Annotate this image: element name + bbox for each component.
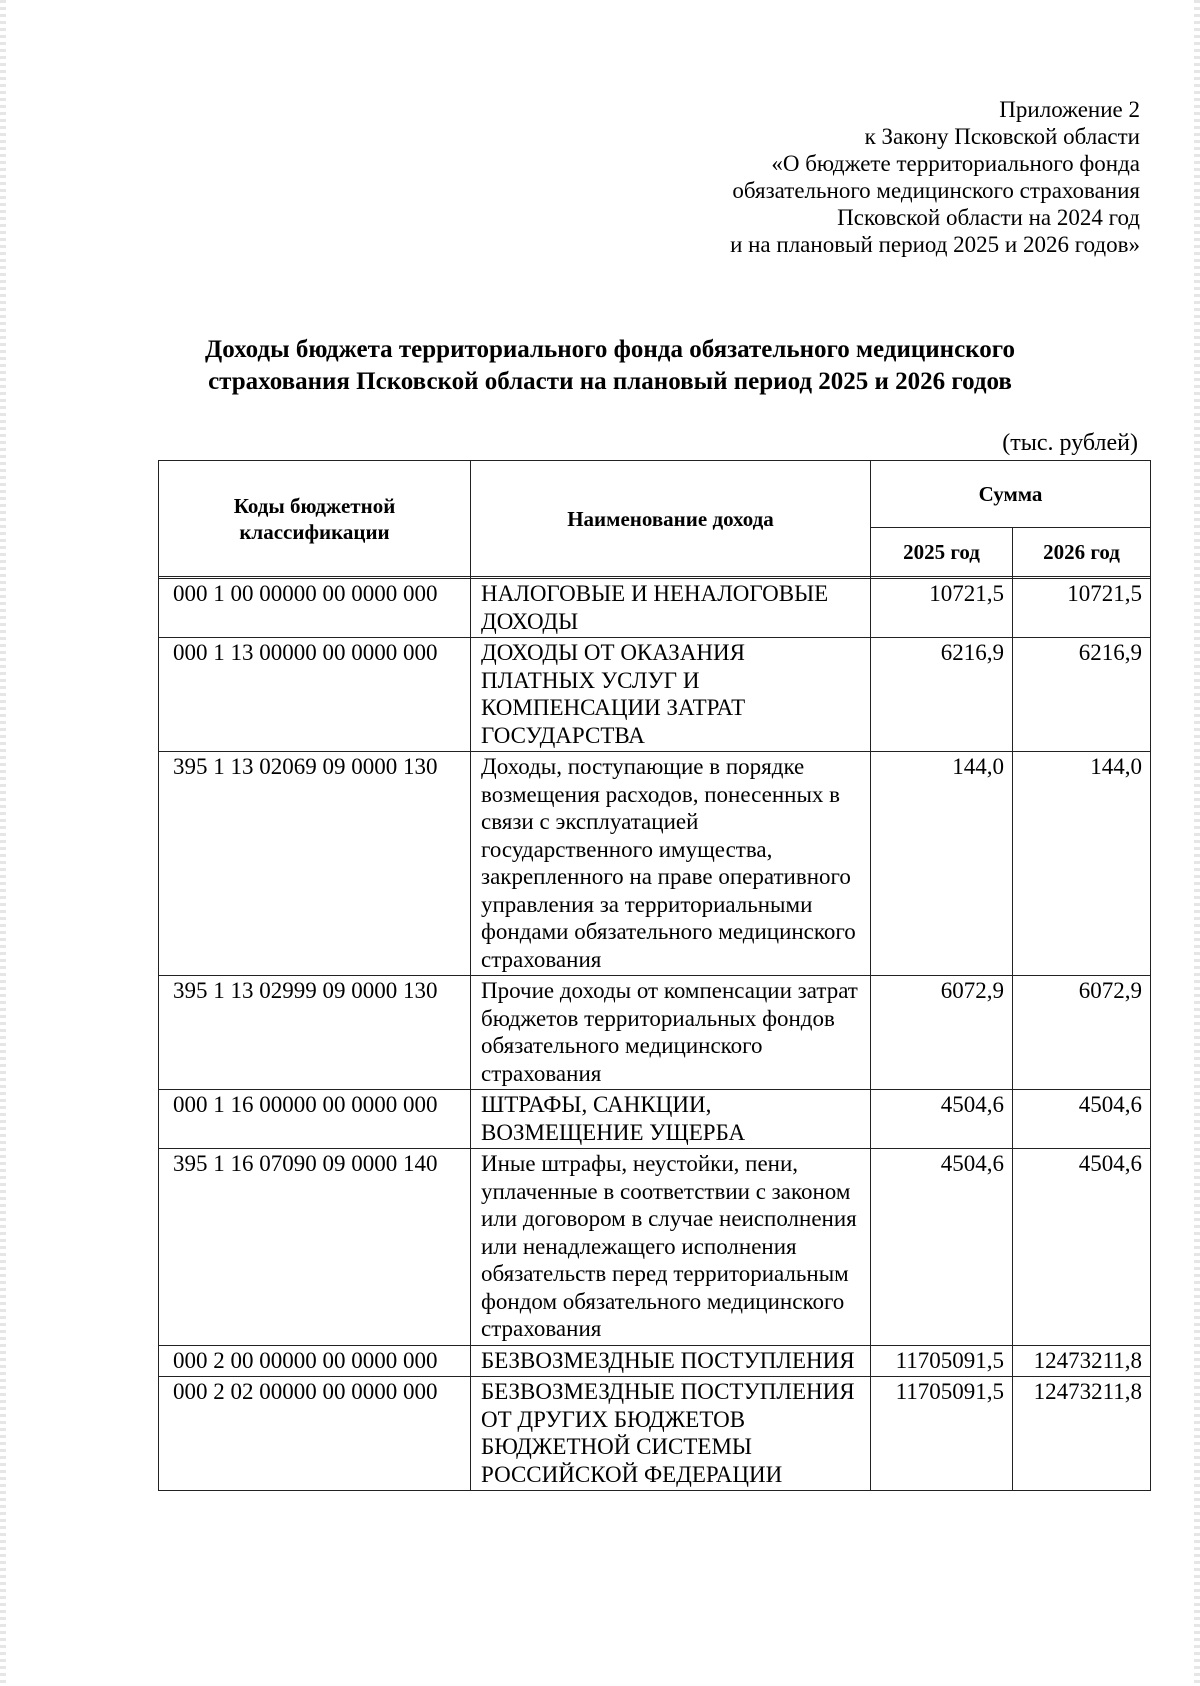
table-row <box>159 752 1151 976</box>
table-row <box>159 579 1151 638</box>
unit-label: (тыс. рублей) <box>1002 430 1138 456</box>
row-2026: 10721,5 <box>1013 579 1151 638</box>
row-code: 000 1 16 00000 00 0000 000 <box>159 1090 471 1149</box>
row-name: Доходы, поступающие в порядке возмещения расходов, понесенных в связи с эксплуатацией государственного имущества, закрепленного на праве оперативного управления за территориальными фондами обязательного медицинского страхования <box>471 752 871 976</box>
title-line-1: Доходы бюджета территориального фонда обязательного медицинского <box>205 336 1015 363</box>
row-code: 395 1 16 07090 09 0000 140 <box>159 1149 471 1346</box>
appendix-line: «О бюджете территориального фонда <box>771 151 1140 176</box>
row-2026: 6216,9 <box>1013 638 1151 752</box>
row-code: 000 1 00 00000 00 0000 000 <box>159 579 471 638</box>
appendix-line: к Закону Псковской области <box>864 124 1140 149</box>
row-2025: 11705091,5 <box>871 1345 1013 1377</box>
table-row <box>159 1090 1151 1149</box>
appendix-line: обязательного медицинского страхования <box>732 178 1140 203</box>
scan-edge-left <box>0 0 6 1686</box>
row-2026: 4504,6 <box>1013 1149 1151 1346</box>
document-title <box>150 334 1070 398</box>
row-code: 000 2 00 00000 00 0000 000 <box>159 1345 471 1377</box>
row-name: ШТРАФЫ, САНКЦИИ, ВОЗМЕЩЕНИЕ УЩЕРБА <box>471 1090 871 1149</box>
header-code: Коды бюджетной классификации <box>159 461 471 577</box>
header-name: Наименование дохода <box>471 461 871 577</box>
row-name: ДОХОДЫ ОТ ОКАЗАНИЯ ПЛАТНЫХ УСЛУГ И КОМПЕНСАЦИИ ЗАТРАТ ГОСУДАРСТВА <box>471 638 871 752</box>
row-name: БЕЗВОЗМЕЗДНЫЕ ПОСТУПЛЕНИЯ ОТ ДРУГИХ БЮДЖЕТОВ БЮДЖЕТНОЙ СИСТЕМЫ РОССИЙСКОЙ ФЕДЕРАЦИИ <box>471 1377 871 1491</box>
row-name: НАЛОГОВЫЕ И НЕНАЛОГОВЫЕ ДОХОДЫ <box>471 579 871 638</box>
row-2026: 144,0 <box>1013 752 1151 976</box>
row-2025: 6072,9 <box>871 976 1013 1090</box>
row-code: 000 2 02 00000 00 0000 000 <box>159 1377 471 1491</box>
appendix-line: Приложение 2 <box>999 97 1140 122</box>
header-year-2025: 2025 год <box>871 528 1013 577</box>
scan-edge-right <box>1194 0 1200 1686</box>
row-code: 000 1 13 00000 00 0000 000 <box>159 638 471 752</box>
header-year-2026: 2026 год <box>1013 528 1151 577</box>
income-table <box>158 460 1151 1491</box>
row-2026: 12473211,8 <box>1013 1345 1151 1377</box>
row-name: Прочие доходы от компенсации затрат бюджетов территориальных фондов обязательного медицинского страхования <box>471 976 871 1090</box>
table-row <box>159 638 1151 752</box>
title-line-2: страхования Псковской области на плановый период 2025 и 2026 годов <box>208 368 1012 395</box>
row-2025: 6216,9 <box>871 638 1013 752</box>
row-2025: 11705091,5 <box>871 1377 1013 1491</box>
row-2025: 4504,6 <box>871 1149 1013 1346</box>
row-2026: 6072,9 <box>1013 976 1151 1090</box>
row-2025: 10721,5 <box>871 579 1013 638</box>
row-code: 395 1 13 02069 09 0000 130 <box>159 752 471 976</box>
appendix-line: и на плановый период 2025 и 2026 годов» <box>730 232 1140 257</box>
appendix-line: Псковской области на 2024 год <box>837 205 1140 230</box>
appendix-header <box>580 96 1140 258</box>
row-2026: 4504,6 <box>1013 1090 1151 1149</box>
table-row <box>159 1345 1151 1377</box>
table-row <box>159 976 1151 1090</box>
row-2026: 12473211,8 <box>1013 1377 1151 1491</box>
header-sum: Сумма <box>871 461 1151 528</box>
row-name: БЕЗВОЗМЕЗДНЫЕ ПОСТУПЛЕНИЯ <box>471 1345 871 1377</box>
table-row <box>159 1377 1151 1491</box>
row-2025: 4504,6 <box>871 1090 1013 1149</box>
row-code: 395 1 13 02999 09 0000 130 <box>159 976 471 1090</box>
row-name: Иные штрафы, неустойки, пени, уплаченные в соответствии с законом или договором в случае неисполнения или ненадлежащего исполнения обязательств перед территориальным фондом обязательного медицинского страхования <box>471 1149 871 1346</box>
table-row <box>159 1149 1151 1346</box>
row-2025: 144,0 <box>871 752 1013 976</box>
